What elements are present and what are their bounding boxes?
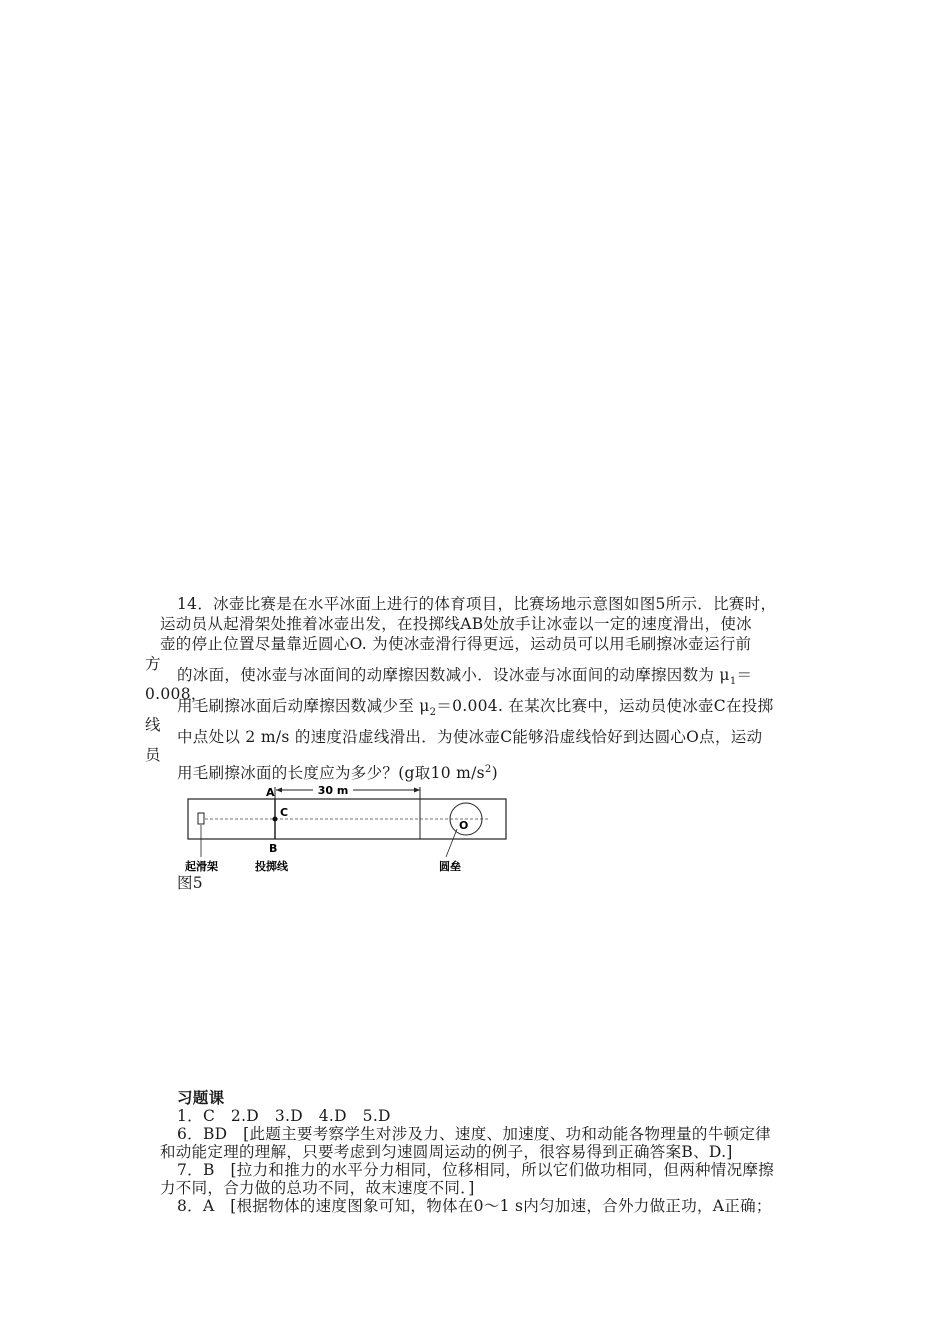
label-a: A [266, 786, 275, 799]
point-c-marker [273, 817, 278, 822]
label-b: B [269, 842, 278, 855]
house-pointer [446, 829, 457, 857]
label-o: O [459, 819, 469, 832]
dimension-arrow-left [276, 788, 282, 793]
distance-label: 30 m [317, 785, 349, 797]
problem14-line8: 线 [145, 716, 161, 734]
dimension-arrow-right [414, 788, 420, 793]
problem14-line11: 用毛刷擦冰面的长度应为多少？(g取10 $m/s^2$) [177, 764, 498, 783]
label-start-hack: 起滑架 [185, 860, 218, 873]
curling-rink-diagram [183, 785, 513, 875]
problem14-line10: 员 [145, 746, 161, 764]
label-c: C [280, 806, 289, 819]
problem14-line7: 用毛刷擦冰面后动摩擦因数减少至 $\mu_2=0.004$. 在某次比赛中，运动员使冰壶C在投掷 [177, 697, 774, 719]
problem14-line2: 运动员从起滑架处推着冰壶出发，在投掷线AB处放手让冰壶以一定的速度滑出，使冰 [160, 615, 752, 633]
problem14-line9: 中点处以 2 m/s 的速度沿虚线滑出．为使冰壶C能够沿虚线恰好到达圆心O点，运动 [177, 728, 763, 746]
problem14-line4: 方 [145, 655, 161, 673]
figure-caption: 图5 [177, 874, 203, 892]
answer-8-line1: 8．A [根据物体的速度图象可知，物体在0～1 s内匀加速，合外力做正功，A正确； [177, 1197, 772, 1215]
answer-7-line1: 7．B [拉力和推力的水平分力相同，位移相同，所以它们做功相同，但两种情况摩擦 [177, 1161, 775, 1179]
answer-6-line2: 和动能定理的理解，只要考虑到匀速圆周运动的例子，很容易得到正确答案B、D.] [160, 1143, 733, 1161]
section-title: 习题课 [177, 1089, 225, 1107]
problem14-line6: 0.008， [145, 685, 207, 703]
answer-6-line1: 6．BD [此题主要考察学生对涉及力、速度、加速度、功和动能各物理量的牛顿定律 [177, 1125, 771, 1143]
mu2-subscript: 2 [429, 707, 437, 719]
mu1-subscript: 1 [729, 676, 737, 688]
problem14-line5: 的冰面，使冰壶与冰面间的动摩擦因数减小．设冰壶与冰面间的动摩擦因数为 $\mu_1=$ [177, 666, 753, 688]
squared-superscript: 2 [484, 764, 492, 775]
answer-7-line2: 力不同，合力做的总功不同，故末速度不同．] [160, 1179, 475, 1197]
label-throw-line: 投掷线 [255, 860, 288, 873]
label-house: 圆垒 [439, 860, 461, 873]
problem14-line1: 14．冰壶比赛是在水平冰面上进行的体育项目，比赛场地示意图如图5所示．比赛时， [177, 595, 777, 613]
problem14-line3: 壶的停止位置尽量靠近圆心O. 为使冰壶滑行得更远，运动员可以用毛刷擦冰壶运行前 [160, 635, 752, 653]
start-hack-icon [198, 813, 204, 824]
answers-1-5: 1．C 2.D 3.D 4.D 5.D [177, 1107, 391, 1125]
